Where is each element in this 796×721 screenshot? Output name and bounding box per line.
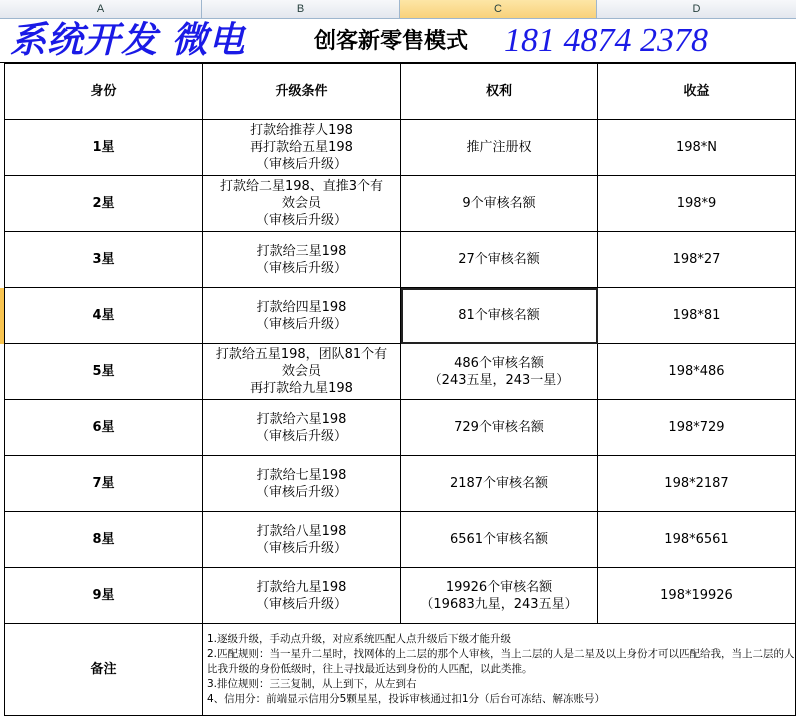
condition-cell-line: （审核后升级） bbox=[255, 157, 347, 172]
condition-cell[interactable] bbox=[203, 344, 401, 400]
column-header-b[interactable]: B bbox=[202, 0, 400, 18]
header-cell-rights[interactable]: 权利 bbox=[401, 64, 598, 120]
condition-cell[interactable] bbox=[203, 568, 401, 624]
profit-cell[interactable]: 198*19926 bbox=[598, 568, 796, 624]
level-cell[interactable]: 2星 bbox=[5, 176, 203, 232]
table-row bbox=[5, 456, 796, 512]
condition-cell[interactable] bbox=[203, 120, 401, 176]
rights-cell[interactable] bbox=[401, 512, 598, 568]
level-cell[interactable]: 7星 bbox=[5, 456, 203, 512]
condition-cell-line: 打款给四星198 bbox=[256, 299, 347, 315]
rights-cell-line: 推广注册权 bbox=[466, 140, 532, 155]
table-row bbox=[5, 120, 796, 176]
notes-content-cell[interactable] bbox=[203, 624, 796, 716]
condition-cell-line: 再打款给五星198 bbox=[250, 140, 353, 155]
condition-cell-line: （审核后升级） bbox=[255, 484, 347, 500]
rights-cell[interactable] bbox=[401, 344, 598, 400]
profit-cell[interactable]: 198*9 bbox=[598, 176, 796, 232]
rights-cell[interactable] bbox=[401, 232, 598, 288]
condition-cell[interactable] bbox=[203, 400, 401, 456]
condition-cell-line: （审核后升级） bbox=[255, 213, 347, 228]
rights-cell-line: （19683九星，243五星） bbox=[420, 596, 578, 612]
level-cell[interactable]: 8星 bbox=[5, 512, 203, 568]
profit-cell[interactable]: 198*27 bbox=[598, 232, 796, 288]
rights-cell-line: （243五星，243一星） bbox=[428, 372, 570, 388]
condition-cell-line: （审核后升级） bbox=[255, 316, 347, 332]
condition-cell-line: 打款给三星198 bbox=[256, 243, 347, 259]
notes-line: 4、信用分：前端显示信用分5颗星星，投诉审核通过扣1分（后台可冻结、解冻账号） bbox=[207, 693, 606, 705]
condition-cell[interactable] bbox=[203, 288, 401, 344]
condition-cell[interactable] bbox=[203, 232, 401, 288]
notes-row bbox=[5, 624, 796, 716]
condition-cell-line: 打款给推荐人198 bbox=[250, 123, 353, 138]
header-row bbox=[5, 64, 796, 120]
condition-cell-line: （审核后升级） bbox=[255, 596, 347, 612]
notes-line: 1.逐级升级，手动点升级，对应系统匹配人点升级后下级才能升级 bbox=[207, 633, 512, 645]
condition-cell-line: 效会员 bbox=[281, 364, 321, 379]
table-row bbox=[5, 400, 796, 456]
level-cell[interactable]: 1星 bbox=[5, 120, 203, 176]
title-row bbox=[0, 19, 796, 63]
profit-cell[interactable]: 198*729 bbox=[598, 400, 796, 456]
header-cell-condition[interactable]: 升级条件 bbox=[203, 64, 401, 120]
condition-cell-line: 打款给九星198 bbox=[256, 579, 347, 595]
condition-cell[interactable] bbox=[203, 176, 401, 232]
table-row bbox=[5, 288, 796, 344]
level-cell[interactable]: 6星 bbox=[5, 400, 203, 456]
condition-cell-line: 打款给八星198 bbox=[256, 523, 347, 539]
rights-cell-line: 81个审核名额 bbox=[458, 308, 540, 323]
profit-cell[interactable]: 198*81 bbox=[598, 288, 796, 344]
title-subtitle: 创客新零售模式 bbox=[314, 28, 469, 54]
rights-cell[interactable] bbox=[401, 400, 598, 456]
condition-cell-line: （审核后升级） bbox=[255, 540, 347, 556]
profit-cell[interactable]: 198*486 bbox=[598, 344, 796, 400]
condition-cell-line: 打款给五星198，团队81个有 bbox=[215, 347, 388, 362]
profit-cell[interactable]: 198*2187 bbox=[598, 456, 796, 512]
table-row bbox=[5, 232, 796, 288]
profit-cell[interactable]: 198*N bbox=[598, 120, 796, 176]
table-row bbox=[5, 344, 796, 400]
condition-cell-line: 打款给七星198 bbox=[256, 467, 347, 483]
notes-line: 3.排位规则：三三复制，从上到下，从左到右 bbox=[207, 678, 417, 690]
rights-cell[interactable] bbox=[401, 288, 598, 344]
level-cell[interactable]: 3星 bbox=[5, 232, 203, 288]
level-cell[interactable]: 5星 bbox=[5, 344, 203, 400]
level-cell[interactable]: 9星 bbox=[5, 568, 203, 624]
rights-cell-line: 6561个审核名额 bbox=[449, 532, 549, 547]
header-cell-level[interactable]: 身份 bbox=[5, 64, 203, 120]
condition-cell-line: 打款给六星198 bbox=[256, 411, 347, 427]
condition-cell-line: （审核后升级） bbox=[255, 260, 347, 276]
rights-cell-line: 2187个审核名额 bbox=[449, 476, 549, 491]
table-row bbox=[5, 176, 796, 232]
profit-cell[interactable]: 198*6561 bbox=[598, 512, 796, 568]
spreadsheet-grid bbox=[4, 63, 796, 716]
title-phone: 181 4874 2378 bbox=[504, 22, 708, 59]
level-cell[interactable]: 4星 bbox=[5, 288, 203, 344]
condition-cell[interactable] bbox=[203, 512, 401, 568]
header-cell-profit[interactable]: 收益 bbox=[598, 64, 796, 120]
rights-cell-line: 9个审核名额 bbox=[462, 196, 536, 211]
condition-cell-line: （审核后升级） bbox=[255, 428, 347, 444]
condition-cell-line: 打款给二星198、直推3个有 bbox=[219, 179, 384, 194]
column-header-c[interactable]: C bbox=[400, 0, 597, 18]
table-row bbox=[5, 512, 796, 568]
rights-cell[interactable] bbox=[401, 568, 598, 624]
rights-cell[interactable] bbox=[401, 456, 598, 512]
column-header-a[interactable]: A bbox=[0, 0, 202, 18]
title-main: 系统开发 微电 bbox=[10, 20, 246, 61]
rights-cell-line: 27个审核名额 bbox=[458, 252, 540, 267]
rights-cell-line: 729个审核名额 bbox=[454, 420, 544, 435]
notes-line: 2.匹配规则：当一星升二星时，找网体的上二层的那个人审核，当上二层的人是二星及以上身份才可以匹配给我，当上二层的人比我升级的身份低级时，往上寻找最近达到身份的人匹配，以此类推。 bbox=[207, 648, 795, 675]
condition-cell[interactable] bbox=[203, 456, 401, 512]
rights-cell-line: 486个审核名额 bbox=[454, 355, 544, 371]
rights-cell-line: 19926个审核名额 bbox=[445, 579, 553, 595]
column-header-bar bbox=[0, 0, 796, 19]
condition-cell-line: 效会员 bbox=[281, 196, 321, 211]
condition-cell-line: 再打款给九星198 bbox=[250, 381, 353, 396]
column-header-d[interactable]: D bbox=[692, 3, 701, 15]
rights-cell[interactable] bbox=[401, 120, 598, 176]
table-row bbox=[5, 568, 796, 624]
rights-cell[interactable] bbox=[401, 176, 598, 232]
notes-label-cell[interactable]: 备注 bbox=[5, 624, 203, 716]
